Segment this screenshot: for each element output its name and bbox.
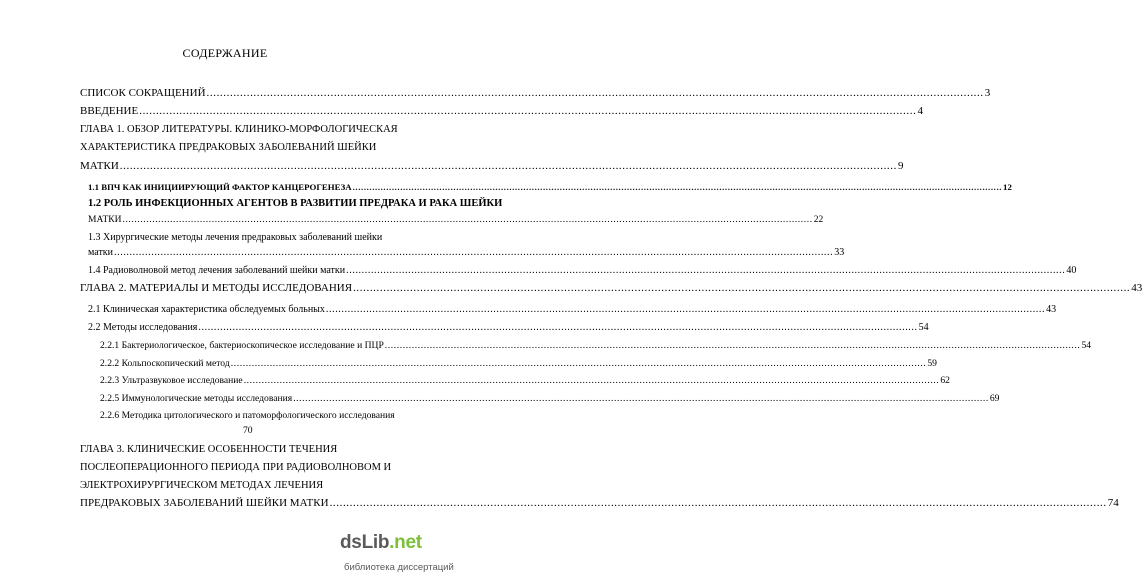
- watermark-logo: [340, 532, 454, 580]
- toc-entry-text: МАТКИ: [88, 215, 122, 225]
- dot-leader: [353, 180, 1002, 194]
- toc-page-number: 43: [1046, 304, 1057, 315]
- toc-entry[interactable]: [88, 321, 929, 335]
- toc-entry-text: 1.4 Радиоволновой метод лечения заболеваний шейки матки: [88, 265, 346, 276]
- toc-entry-text: МАТКИ: [80, 160, 119, 172]
- toc-entry[interactable]: [80, 104, 923, 118]
- page-title: СОДЕРЖАНИЕ: [182, 46, 268, 60]
- toc-entry-text: ГЛАВА 2. МАТЕРИАЛЫ И МЕТОДЫ ИССЛЕДОВАНИЯ: [80, 282, 353, 294]
- toc-entry[interactable]: [80, 159, 904, 173]
- toc-entry-text: 2.2.1 Бактериологическое, бактериоскопическое исследование и ПЦР: [100, 340, 384, 351]
- toc-entry-text: ВВЕДЕНИЕ: [80, 105, 139, 117]
- toc-entry[interactable]: [88, 246, 845, 260]
- toc-entry[interactable]: [88, 213, 824, 227]
- dot-leader: [293, 392, 989, 406]
- toc-page-number: 62: [940, 375, 950, 386]
- logo-text: [340, 532, 422, 554]
- toc-entry[interactable]: [88, 180, 1012, 194]
- toc-entry-text: матки: [88, 247, 114, 258]
- toc-entry-text: 2.1 Клиническая характеристика обследуемых больных: [88, 304, 325, 315]
- logo-tld: .net: [389, 532, 422, 553]
- dot-leader: [207, 86, 984, 100]
- dot-leader: [120, 159, 897, 173]
- toc-entry-line[interactable]: ПОСЛЕОПЕРАЦИОННОГО ПЕРИОДА ПРИ РАДИОВОЛНОВОМ И: [80, 462, 392, 473]
- toc-entry-text: 2.2.2 Кольпоскопический метод: [100, 358, 230, 369]
- toc-entry[interactable]: [100, 357, 937, 371]
- toc-page-number: 43: [1131, 282, 1142, 294]
- toc-entry-text: ПРЕДРАКОВЫХ ЗАБОЛЕВАНИЙ ШЕЙКИ МАТКИ: [80, 497, 329, 509]
- toc-page-number: 54: [918, 322, 929, 333]
- toc-entry[interactable]: [88, 264, 1077, 278]
- toc-entry-text: СПИСОК СОКРАЩЕНИЙ: [80, 87, 206, 99]
- toc-entry-line[interactable]: ЭЛЕКТРОХИРУРГИЧЕСКОМ МЕТОДАХ ЛЕЧЕНИЯ: [80, 480, 324, 491]
- dot-leader: [139, 104, 916, 118]
- toc-entry[interactable]: [80, 496, 1119, 510]
- toc-page-number: 69: [989, 393, 1000, 404]
- toc-page-number: 12: [1003, 182, 1012, 192]
- toc-entry-line[interactable]: ХАРАКТЕРИСТИКА ПРЕДРАКОВЫХ ЗАБОЛЕВАНИЙ ШЕЙКИ: [80, 142, 377, 153]
- toc-entry-line[interactable]: 1.3 Хирургические методы лечения предраковых заболеваний шейки: [88, 232, 383, 243]
- logo-main: dsLib: [340, 532, 390, 553]
- toc-entry[interactable]: [80, 86, 991, 100]
- toc-entry-text: 2.2.3 Ультразвуковое исследование: [100, 375, 243, 386]
- dot-leader: [122, 213, 812, 227]
- dot-leader: [330, 496, 1107, 510]
- dot-leader: [385, 339, 1081, 353]
- toc-page-number: 3: [984, 87, 991, 99]
- dot-leader: [346, 264, 1065, 278]
- toc-page-number: 59: [927, 358, 937, 369]
- toc-entry[interactable]: [80, 281, 1142, 295]
- logo-subtitle: библиотека диссертаций: [344, 562, 454, 573]
- dot-leader: [244, 374, 940, 388]
- toc-entry-line[interactable]: ГЛАВА 1. ОБЗОР ЛИТЕРАТУРЫ. КЛИНИКО-МОРФОЛОГИЧЕСКАЯ: [80, 124, 398, 135]
- toc-entry[interactable]: [100, 392, 1000, 406]
- toc-page-number: 9: [897, 160, 904, 172]
- toc-entry-text: 2.2 Методы исследования: [88, 322, 198, 333]
- toc-entry-text: 1.1 ВПЧ КАК ИНИЦИИРУЮЩИЙ ФАКТОР КАНЦЕРОГЕНЕЗА: [88, 182, 352, 192]
- toc-entry-text: 2.2.5 Иммунологические методы исследования: [100, 393, 293, 404]
- dot-leader: [231, 357, 927, 371]
- toc-page-number: 74: [1107, 497, 1119, 509]
- toc-entry[interactable]: [100, 339, 1092, 353]
- toc-entry[interactable]: [100, 374, 950, 388]
- dot-leader: [114, 246, 833, 260]
- toc-page-number: 70: [243, 425, 253, 436]
- dot-leader: [198, 321, 917, 335]
- toc-entry[interactable]: [88, 303, 1057, 317]
- dot-leader: [326, 303, 1045, 317]
- toc-entry-line[interactable]: 1.2 РОЛЬ ИНФЕКЦИОННЫХ АГЕНТОВ В РАЗВИТИИ ПРЕДРАКА И РАКА ШЕЙКИ: [88, 198, 503, 209]
- toc-page-number: 54: [1081, 340, 1092, 351]
- toc-page-number: 4: [917, 105, 923, 117]
- toc-entry-line[interactable]: 2.2.6 Методика цитологического и патоморфологического исследования: [100, 410, 395, 421]
- dot-leader: [353, 281, 1130, 295]
- toc-entry-line[interactable]: ГЛАВА 3. КЛИНИЧЕСКИЕ ОСОБЕННОСТИ ТЕЧЕНИЯ: [80, 444, 338, 455]
- toc-page-number: 40: [1066, 265, 1077, 276]
- toc-page-number: 22: [813, 215, 824, 225]
- toc-page-number: 33: [834, 247, 845, 258]
